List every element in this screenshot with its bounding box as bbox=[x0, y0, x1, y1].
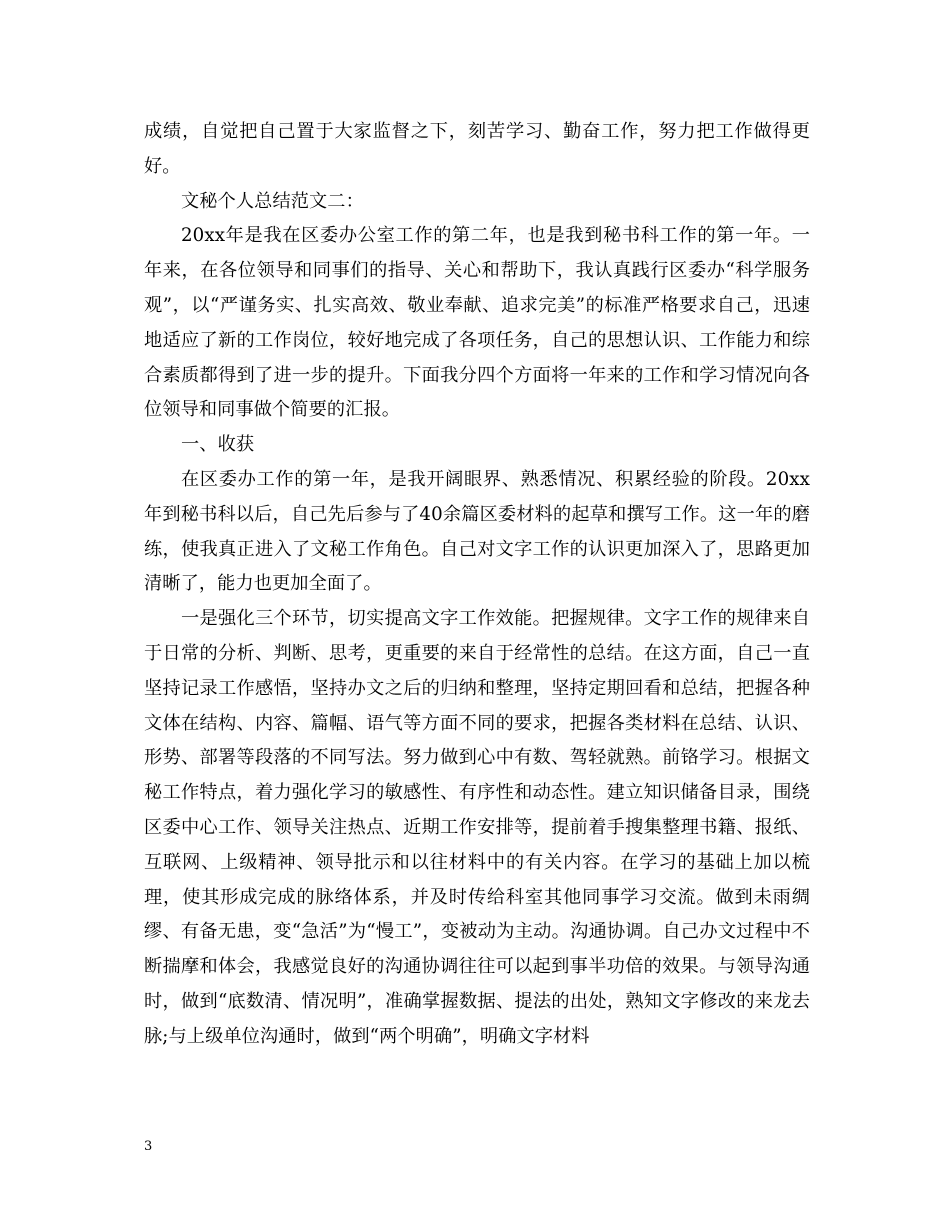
paragraph-6: 一是强化三个环节，切实提高文字工作效能。把握规律。文字工作的规律来自于日常的分析、判断、思考，更重要的来自于经常性的总结。在这方面，自己一直坚持记录工作感悟，坚持办文之后的归纳和整理，坚持定期回看和总结，把握各种文体在结构、内容、篇幅、语气等方面不同的要求，把握各类材料在总结、认识、形势、部署等段落的不同写法。努力做到心中有数、驾轻就熟。前铬学习。根据文秘工作特点，着力强化学习的敏感性、有序性和动态性。建立知识储备目录，围绕区委中心工作、领导关注热点、近期工作安排等，提前着手搜集整理书籍、报纸、互联网、上级精神、领导批示和以往材料中的有关内容。在学习的基础上加以梳理，使其形成完成的脉络体系，并及时传给科室其他同事学习交流。做到未雨绸缪、有备无患，变“急活”为“慢工”，变被动为主动。沟通协调。自己办文过程中不断揣摩和体会，我感觉良好的沟通协调往往可以起到事半功倍的效果。与领导沟通时，做到“底数清、情况明”，准确掌握数据、提法的出处，熟知文字修改的来龙去脉;与上级单位沟通时，做到“两个明确”，明确文字材料 bbox=[144, 608, 810, 1047]
paragraph-5: 在区委办工作的第一年，是我开阔眼界、熟悉情况、积累经验的阶段。20xx年到秘书科以后，自己先后参与了40余篇区委材料的起草和撰写工作。这一年的磨练，使我真正进入了文秘工作角色。自己对文字工作的认识更加深入了，思路更加清晰了，能力也更加全面了。 bbox=[144, 468, 810, 595]
paragraph-3: 20xx年是我在区委办公室工作的第二年，也是我到秘书科工作的第一年。一年来，在各位领导和同事们的指导、关心和帮助下，我认真践行区委办“科学服务观”，以“严谨务实、扎实高效、敬业奉献、追求完美”的标准严格要求自己，迅速地适应了新的工作岗位，较好地完成了各项任务，自己的思想认识、工作能力和综合素质都得到了进一步的提升。下面我分四个方面将一年来的工作和学习情况向各位领导和同事做个简要的汇报。 bbox=[144, 225, 810, 421]
page-number: 3 bbox=[144, 1139, 153, 1154]
paragraph-1: 成绩，自觉把自己置于大家监督之下，刻苦学习、勤奋工作，努力把工作做得更好。 bbox=[144, 121, 810, 177]
section-heading-harvest: 一、收获 bbox=[181, 434, 255, 456]
document-body bbox=[144, 115, 810, 1055]
paragraph-2-heading: 文秘个人总结范文二： bbox=[181, 190, 364, 212]
